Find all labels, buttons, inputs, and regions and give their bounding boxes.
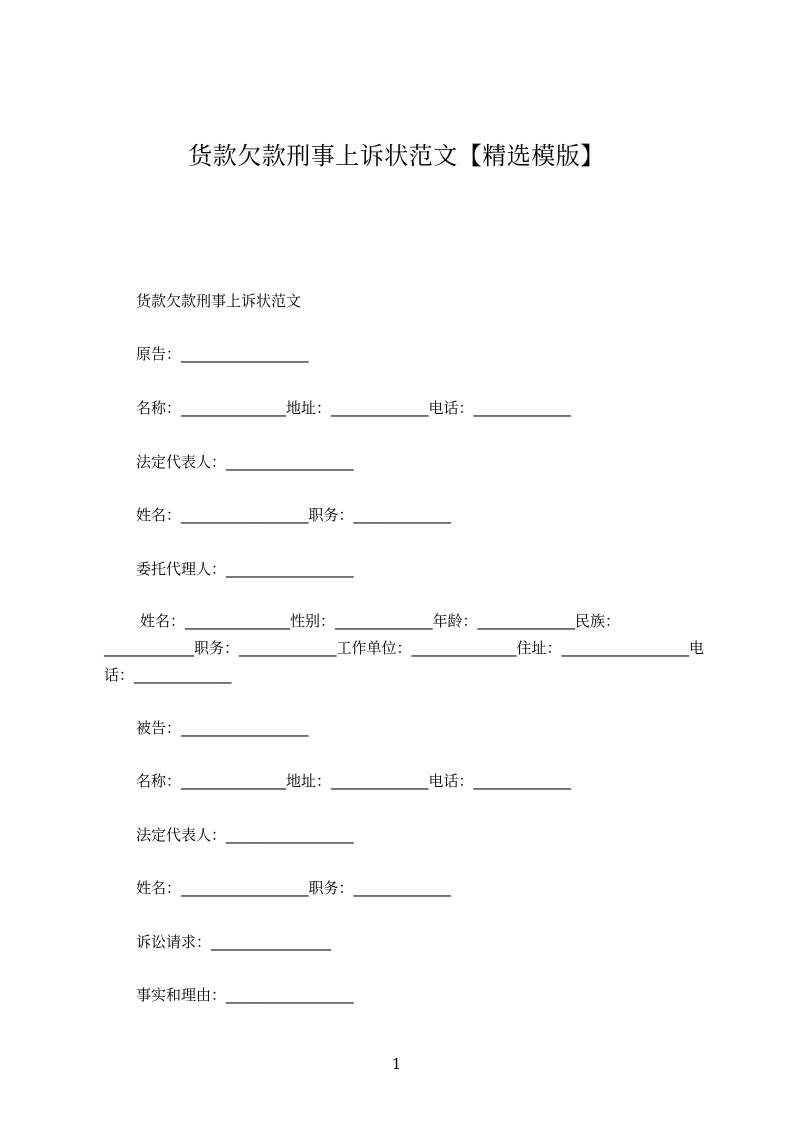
document-title: 货款欠款刑事上诉状范文【精选模版】 (188, 142, 605, 170)
plaintiff-agent: 委托代理人：_________________ (136, 560, 354, 578)
claims-line: 诉讼请求：________________ (136, 933, 332, 951)
doc-subtitle: 货款欠款刑事上诉状范文 (136, 292, 302, 310)
plaintiff-line: 原告：_________________ (136, 345, 309, 363)
page-number: 1 (391, 1055, 402, 1073)
defendant-name-position: 姓名：_________________职务：_____________ (136, 879, 452, 897)
plaintiff-name-address-phone: 名称：______________地址：_____________电话：_____________ (136, 399, 572, 417)
defendant-line: 被告：_________________ (136, 719, 309, 737)
agent-details-text: 姓名：______________性别：_____________年龄：_____________民族：____________职务：_____________工作单位：______________住址：_________________电话：_____________ (104, 612, 705, 684)
facts-reasons-line: 事实和理由：_________________ (136, 986, 354, 1004)
plaintiff-name-position: 姓名：_________________职务：_____________ (136, 506, 452, 524)
plaintiff-legal-rep: 法定代表人：_________________ (136, 453, 354, 471)
defendant-name-address-phone: 名称：______________地址：_____________电话：_____________ (136, 772, 572, 790)
agent-details-paragraph (104, 608, 704, 689)
defendant-legal-rep: 法定代表人：_________________ (136, 826, 354, 844)
